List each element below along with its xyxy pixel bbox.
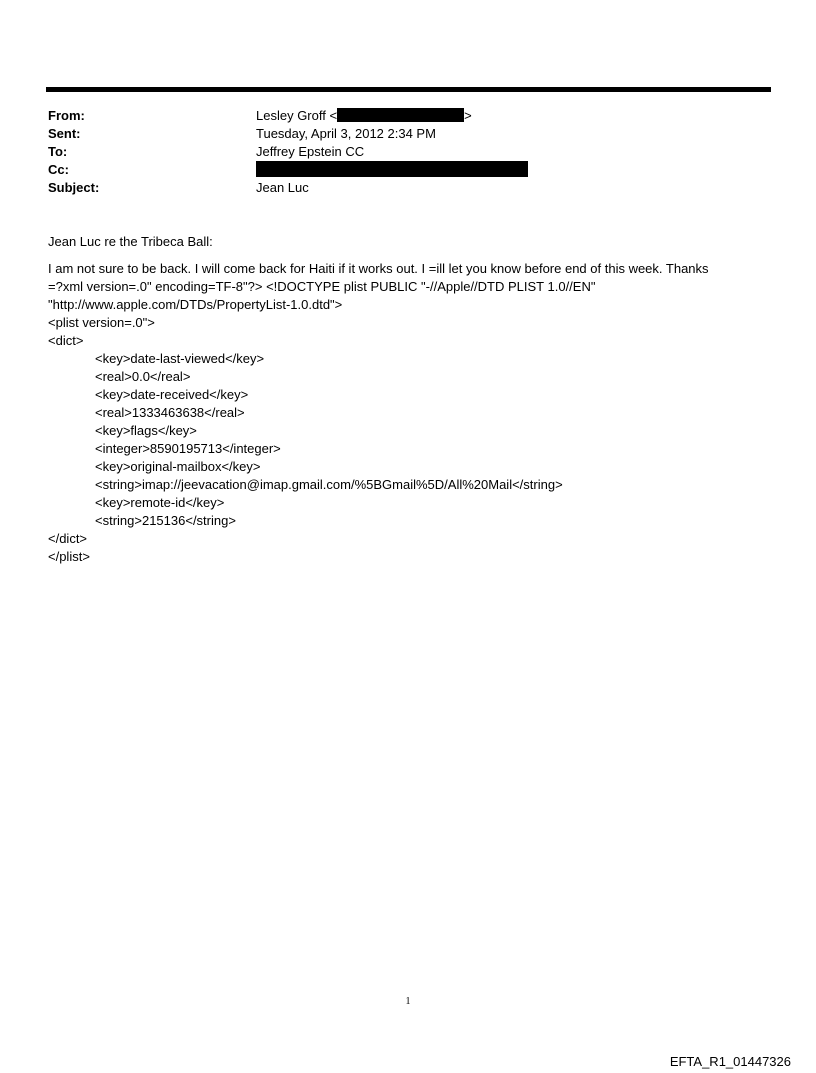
from-name: Lesley Groff < xyxy=(256,108,338,123)
closing-line: </plist> xyxy=(48,549,90,564)
subject-label: Subject: xyxy=(48,180,100,195)
plist-line: <dict> xyxy=(48,333,84,348)
dict-line: <integer>8590195713</integer> xyxy=(95,441,281,456)
redacted-cc xyxy=(256,161,528,177)
message-text: I am not sure to be back. I will come back for Haiti if it works out. I =ill let you know before end of this week. Thanks xyxy=(48,261,709,276)
dict-line: <real>0.0</real> xyxy=(95,369,191,384)
subject-value: Jean Luc xyxy=(256,180,309,195)
dict-line: <string>215136</string> xyxy=(95,513,236,528)
document-id: EFTA_R1_01447326 xyxy=(669,1054,791,1069)
dict-line: <string>imap://jeevacation@imap.gmail.com/%5BGmail%5D/All%20Mail</string> xyxy=(95,477,563,492)
greeting: Jean Luc re the Tribeca Ball: xyxy=(48,234,213,249)
dict-line: <key>remote-id</key> xyxy=(95,495,225,510)
header-divider xyxy=(46,87,771,92)
from-suffix: > xyxy=(464,108,472,123)
cc-value xyxy=(256,161,528,179)
dict-line: <real>1333463638</real> xyxy=(95,405,245,420)
page-number: 1 xyxy=(405,996,411,1007)
dict-line: <key>original-mailbox</key> xyxy=(95,459,261,474)
to-value: Jeffrey Epstein CC xyxy=(256,144,365,159)
to-label: To: xyxy=(48,144,68,159)
redacted-from-email xyxy=(337,108,464,122)
sent-label: Sent: xyxy=(48,126,81,141)
plist-line: "http://www.apple.com/DTDs/PropertyList-1.0.dtd"> xyxy=(48,297,343,312)
sent-value: Tuesday, April 3, 2012 2:34 PM xyxy=(256,126,436,141)
from-label: From: xyxy=(48,108,85,123)
cc-label: Cc: xyxy=(48,162,69,177)
closing-line: </dict> xyxy=(48,531,88,546)
dict-line: <key>flags</key> xyxy=(95,423,197,438)
plist-line: =?xml version=.0" encoding=TF-8"?> <!DOCTYPE plist PUBLIC "-//Apple//DTD PLIST 1.0//EN" xyxy=(48,279,596,294)
dict-line: <key>date-received</key> xyxy=(95,387,249,402)
plist-line: <plist version=.0"> xyxy=(48,315,155,330)
from-value xyxy=(256,107,472,125)
email-body xyxy=(48,233,778,566)
dict-line: <key>date-last-viewed</key> xyxy=(95,351,265,366)
